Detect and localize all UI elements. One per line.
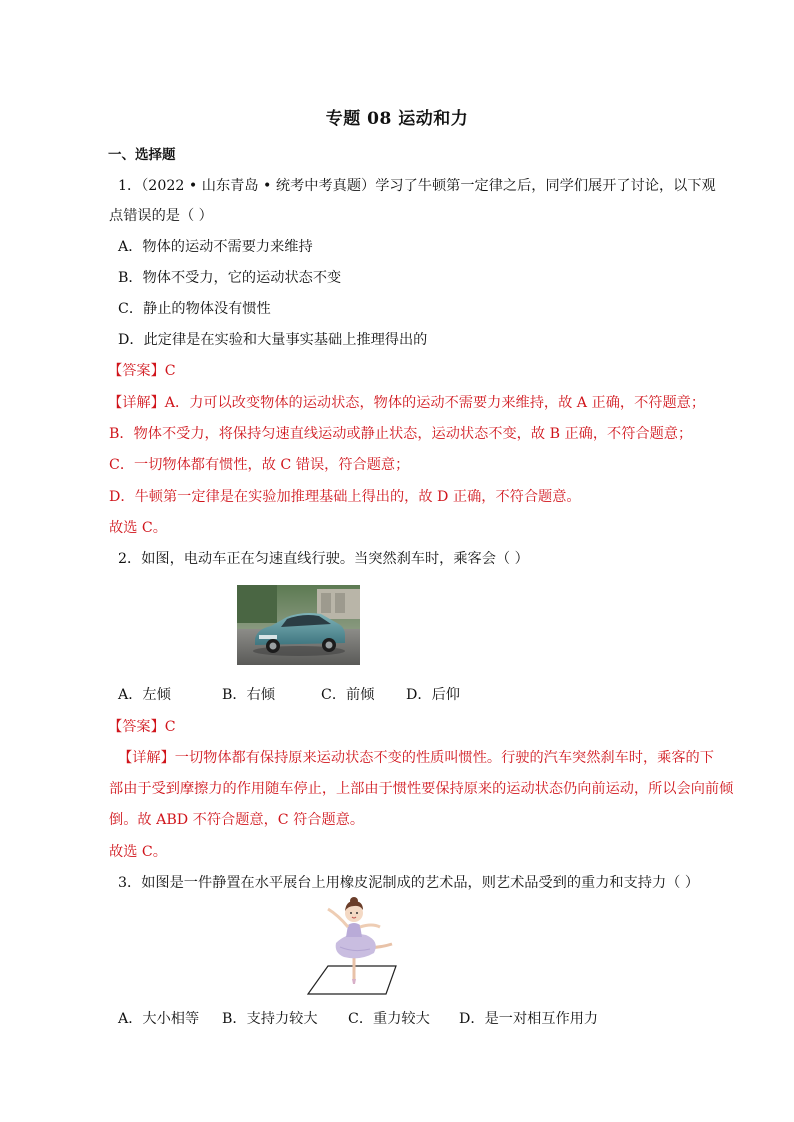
q3-option-b: B．支持力较大 bbox=[222, 1011, 318, 1027]
q2-detail-line2: 部由于受到摩擦力的作用随车停止，上部由于惯性要保持原来的运动状态仍向前运动，所以会向前倾 bbox=[109, 781, 734, 797]
clay-dancer-figure bbox=[300, 895, 418, 1000]
q1-detail-line4: D．牛顿第一定律是在实验加推理基础上得出的，故 D 正确，不符合题意。 bbox=[109, 489, 581, 505]
q1-detail-text1: A．力可以改变物体的运动状态，物体的运动不需要力来维持，故 A 正确，不符题意； bbox=[164, 395, 706, 411]
q1-stem-line1: 1．（2022 • 山东青岛 • 统考中考真题）学习了牛顿第一定律之后，同学们展开了讨论，以下观 bbox=[118, 178, 716, 194]
q1-stem-line2: 点错误的是（ ） bbox=[109, 208, 213, 224]
q1-detail-line1 bbox=[108, 393, 705, 413]
q2-option-d: D．后仰 bbox=[406, 687, 460, 703]
q3-option-c: C．重力较大 bbox=[348, 1011, 430, 1027]
q3-option-a: A．大小相等 bbox=[118, 1011, 200, 1027]
clay-dancer-svg bbox=[300, 895, 418, 1000]
car-photo bbox=[237, 585, 360, 665]
q2-option-b: B．右倾 bbox=[222, 687, 275, 703]
q1-answer: 【答案】C bbox=[108, 363, 176, 379]
section-heading: 一、选择题 bbox=[108, 147, 176, 163]
q2-detail-line3: 倒。故 ABD 不符合题意，C 符合题意。 bbox=[109, 812, 365, 828]
q1-option-c: C．静止的物体没有惯性 bbox=[118, 301, 271, 317]
car-photo-svg bbox=[237, 585, 360, 665]
q1-detail-line3: C．一切物体都有惯性，故 C 错误，符合题意； bbox=[109, 457, 410, 473]
q1-option-b: B．物体不受力，它的运动状态不变 bbox=[118, 270, 342, 286]
page-title: 专题 08 运动和力 bbox=[325, 109, 469, 129]
q2-conclusion: 故选 C。 bbox=[109, 844, 167, 860]
q1-detail-line2: B．物体不受力，将保持匀速直线运动或静止状态，运动状态不变，故 B 正确，不符合题意； bbox=[109, 426, 693, 442]
q2-option-c: C．前倾 bbox=[321, 687, 375, 703]
q2-detail-line1 bbox=[118, 748, 714, 768]
q1-option-a: A．物体的运动不需要力来维持 bbox=[118, 239, 313, 255]
q2-option-a: A．左倾 bbox=[118, 687, 171, 703]
q2-detail-text1: 一切物体都有保持原来运动状态不变的性质叫惯性。行驶的汽车突然刹车时，乘客的下 bbox=[174, 750, 714, 766]
q2-detail-tag: 【详解】 bbox=[118, 750, 175, 766]
q1-option-d: D．此定律是在实验和大量事实基础上推理得出的 bbox=[118, 332, 428, 348]
q3-option-d: D．是一对相互作用力 bbox=[459, 1011, 599, 1027]
q2-answer: 【答案】C bbox=[108, 719, 176, 735]
q3-stem: 3．如图是一件静置在水平展台上用橡皮泥制成的艺术品，则艺术品受到的重力和支持力（ ） bbox=[118, 875, 700, 891]
q1-detail-tag: 【详解】 bbox=[108, 395, 165, 411]
q2-stem: 2．如图，电动车正在匀速直线行驶。当突然刹车时，乘客会（ ） bbox=[118, 551, 529, 567]
q1-conclusion: 故选 C。 bbox=[109, 520, 167, 536]
